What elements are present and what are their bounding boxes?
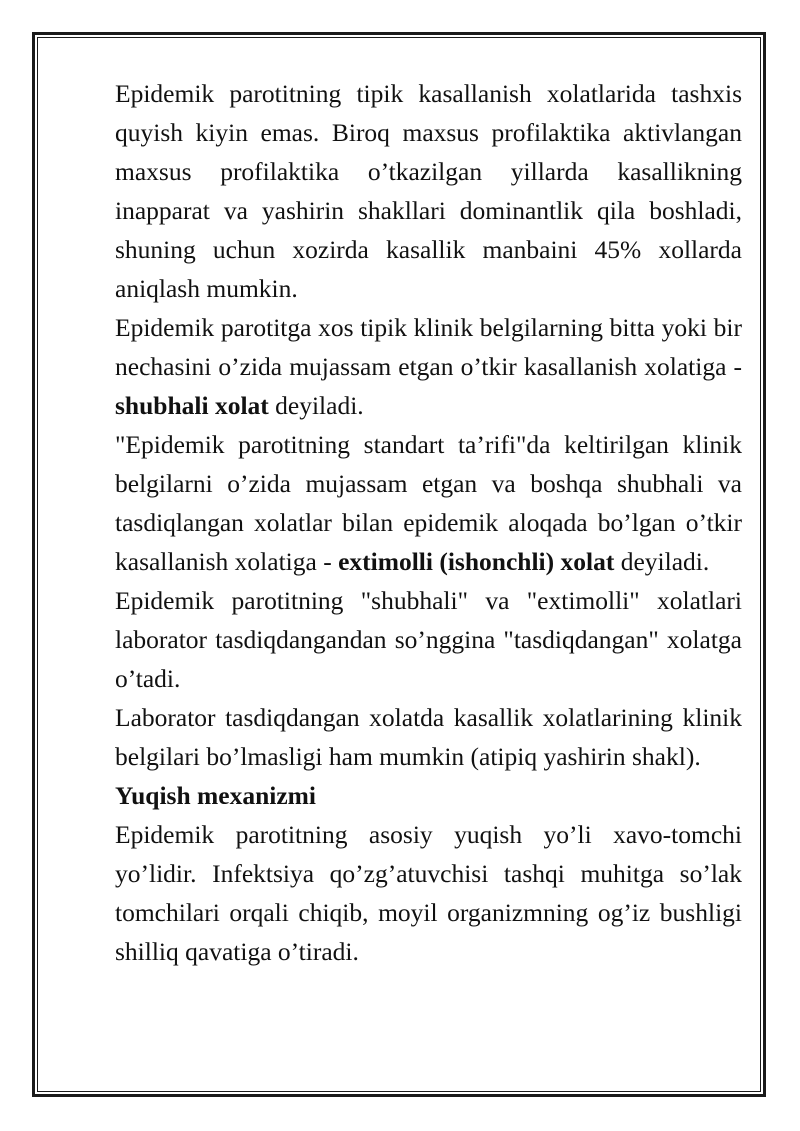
paragraph-laboratory: Laborator tasdiqdangan xolatda kasallik xolatlarining klinik belgilari bo’lmasligi ham mumkin (atipiq yashirin shakl).: [115, 703, 742, 771]
paragraph-suspected-case: [115, 308, 742, 425]
document-body: [115, 74, 742, 971]
section-heading: Yuqish mexanizmi: [115, 781, 316, 810]
term-probable-case: extimolli (ishonchli) xolat: [338, 547, 615, 576]
term-suspected-case: shubhali xolat: [115, 391, 269, 420]
paragraph-text: "Epidemik parotitning standart ta’rifi"da keltirilgan klinik belgilarni o’zida mujassam etgan va boshqa shubhali va tasdiqlangan xolatlar bilan epidemik aloqada bo’lgan o’tkir kasallanish xolatiga -: [115, 430, 742, 576]
paragraph-confirmation: Epidemik parotitning "shubhali" va "extimolli" xolatlari laborator tasdiqdangandan so’nggina "tasdiqdangan" xolatga o’tadi.: [115, 586, 742, 693]
paragraph-text: deyiladi.: [614, 547, 710, 576]
paragraph-probable-case: [115, 425, 742, 581]
paragraph-diagnosis: Epidemik parotitning tipik kasallanish xolatlarida tashxis quyish kiyin emas. Biroq maxsus profilaktika aktivlangan maxsus profilaktika o’tkazilgan yillarda kasallikning inapparat va yashirin shakllari dominantlik qila boshladi, shuning uchun xozirda kasallik manbaini 45% xollarda aniqlash mumkin.: [115, 79, 742, 303]
paragraph-text: Epidemik parotitga xos tipik klinik belgilarning bitta yoki bir nechasini o’zida mujassam etgan o’tkir kasallanish xolatiga -: [115, 313, 742, 381]
paragraph-text: deyiladi.: [268, 391, 364, 420]
paragraph-transmission: Epidemik parotitning asosiy yuqish yo’li xavo-tomchi yo’lidir. Infektsiya qo’zg’atuvchisi tashqi muhitga so’lak tomchilari orqali chiqib, moyil organizmning og’iz bushligi shilliq qavatiga o’tiradi.: [115, 820, 742, 966]
